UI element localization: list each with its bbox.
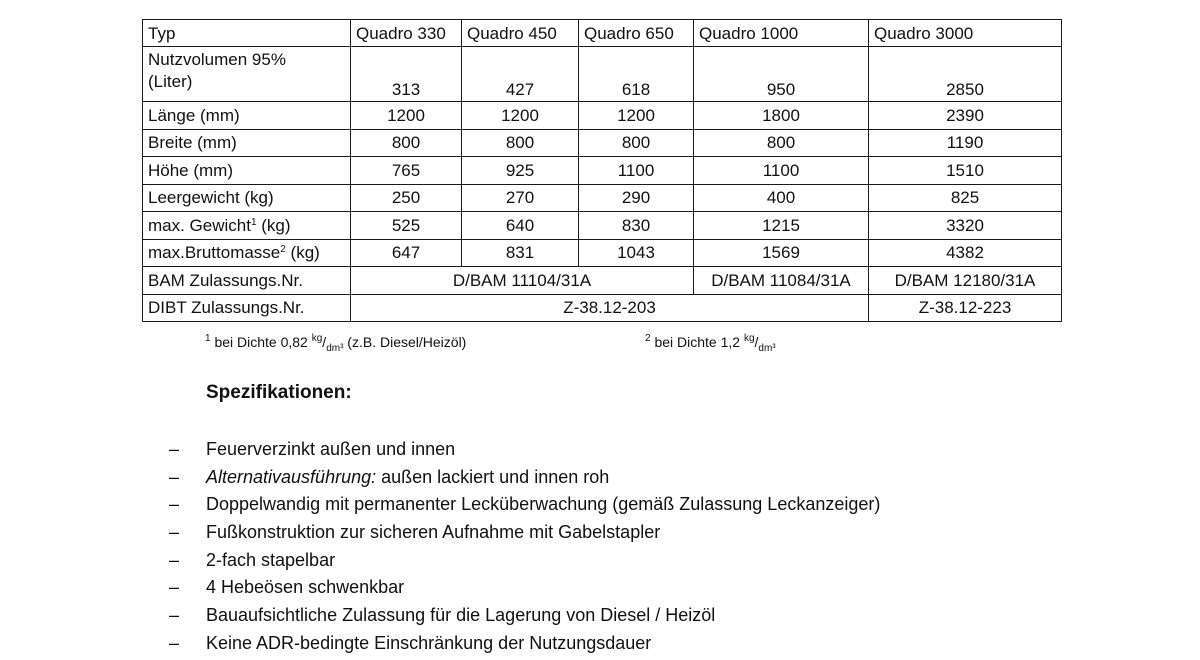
row-label-text: max. Gewicht [148,215,251,235]
list-item-rest: außen lackiert und innen roh [376,466,610,487]
specification-table [142,19,1062,322]
unit-denominator: dm³ [326,343,344,354]
table-cell: 3320 [869,212,1062,240]
table-cell: 1510 [869,157,1062,185]
table-header-row [143,20,1062,47]
table-cell: 825 [869,184,1062,212]
table-cell: 1100 [694,157,869,185]
list-item-text: 4 Hebeösen schwenkbar [206,577,405,598]
table-cell: 4382 [869,239,1062,267]
row-label [143,47,351,102]
list-item-text: Doppelwandig mit permanenter Lecküberwachung (gemäß Zulassung Leckanzeiger) [206,494,881,515]
row-label-line: Nutzvolumen 95% [148,50,286,69]
bullet-dash: – [169,466,180,487]
table-cell: Z-38.12-223 [869,294,1062,322]
row-label: BAM Zulassungs.Nr. [143,267,351,295]
table-cell: 2850 [869,47,1062,102]
list-item-text [206,466,609,488]
row-label [143,239,351,267]
table-row [143,157,1062,185]
bullet-dash: – [169,577,180,598]
footnote-marker: 1 [250,216,257,228]
list-item-text: Fußkonstruktion zur sicheren Aufnahme mit Gabelstapler [206,522,661,543]
table-cell: 1100 [579,157,694,185]
row-label [143,212,351,240]
row-label-text: max.Bruttomasse [148,243,281,263]
table-cell: 640 [462,212,579,240]
table-cell: 1043 [579,239,694,267]
footnote-mark: 2 [645,333,651,344]
bullet-dash: – [169,549,180,570]
list-item-text: Keine ADR-bedingte Einschränkung der Nutzungsdauer [206,632,652,653]
table-cell: 400 [694,184,869,212]
footnote-mark: 1 [205,333,211,344]
table-row [143,267,1062,295]
unit-separator: / [322,334,327,350]
table-cell: 290 [579,184,694,212]
table-cell: 800 [462,129,579,157]
bullet-dash: – [169,605,180,626]
table-cell: 1569 [694,239,869,267]
table-row [143,294,1062,322]
table-cell: 618 [579,47,694,102]
unit-denominator: dm³ [758,343,776,354]
table-cell: 1800 [694,102,869,130]
table-cell: 647 [351,239,462,267]
row-label-text: (kg) [285,243,320,263]
table-cell: 765 [351,157,462,185]
header-cell: Quadro 450 [462,20,579,47]
table-row [143,129,1062,157]
header-cell: Quadro 3000 [869,20,1062,47]
table-cell: 1200 [579,102,694,130]
table-cell: 800 [694,129,869,157]
table-cell: 270 [462,184,579,212]
row-label: Länge (mm) [143,102,351,130]
list-item-text: Bauaufsichtliche Zulassung für die Lagerung von Diesel / Heizöl [206,605,716,626]
header-cell: Quadro 1000 [694,20,869,47]
table-cell: 800 [351,129,462,157]
table-cell: D/BAM 11084/31A [694,267,869,295]
table-cell: 427 [462,47,579,102]
section-title: Spezifikationen: [206,382,352,403]
table-cell: 925 [462,157,579,185]
table-cell: 800 [579,129,694,157]
table-cell: 525 [351,212,462,240]
list-item-text: Feuerverzinkt außen und innen [206,439,456,459]
table-cell: 313 [351,47,462,102]
table-cell: 1200 [462,102,579,130]
table-cell: 1215 [694,212,869,240]
footnote-text: (z.B. Diesel/Heizöl) [343,334,467,350]
row-label-text: (kg) [256,215,291,235]
unit-separator: / [754,334,759,350]
footnote-marker: 2 [280,244,286,256]
footnote-text: bei Dichte 1,2 [650,334,744,350]
header-cell: Typ [143,20,351,47]
unit-numerator: kg [743,333,755,344]
header-cell: Quadro 330 [351,20,462,47]
header-cell: Quadro 650 [579,20,694,47]
table-row [143,184,1062,212]
table-row [143,239,1062,267]
table-cell: D/BAM 11104/31A [351,267,694,295]
bullet-dash: – [169,494,180,515]
footnote-text: bei Dichte 0,82 [210,334,312,350]
italic-label: Alternativausführung: [206,466,377,487]
table-cell: 950 [694,47,869,102]
table-row [143,102,1062,130]
bullet-dash: – [169,522,180,543]
table-cell: 1200 [351,102,462,130]
footnote-2 [645,334,776,354]
row-label: Leergewicht (kg) [143,184,351,212]
table-cell: 250 [351,184,462,212]
unit-numerator: kg [311,333,323,344]
row-label: DIBT Zulassungs.Nr. [143,294,351,322]
row-label: Höhe (mm) [143,157,351,185]
table-cell: 831 [462,239,579,267]
bullet-dash: – [169,632,180,653]
table-cell: Z-38.12-203 [351,294,869,322]
table-cell: 830 [579,212,694,240]
footnote-1 [205,334,466,354]
row-label: Breite (mm) [143,129,351,157]
table-row [143,47,1062,102]
table-cell: D/BAM 12180/31A [869,267,1062,295]
list-item-text: 2-fach stapelbar [206,549,336,570]
row-label-line: (Liter) [148,71,193,91]
table-row [143,212,1062,240]
bullet-dash: – [169,439,180,459]
table-cell: 1190 [869,129,1062,157]
table-cell: 2390 [869,102,1062,130]
